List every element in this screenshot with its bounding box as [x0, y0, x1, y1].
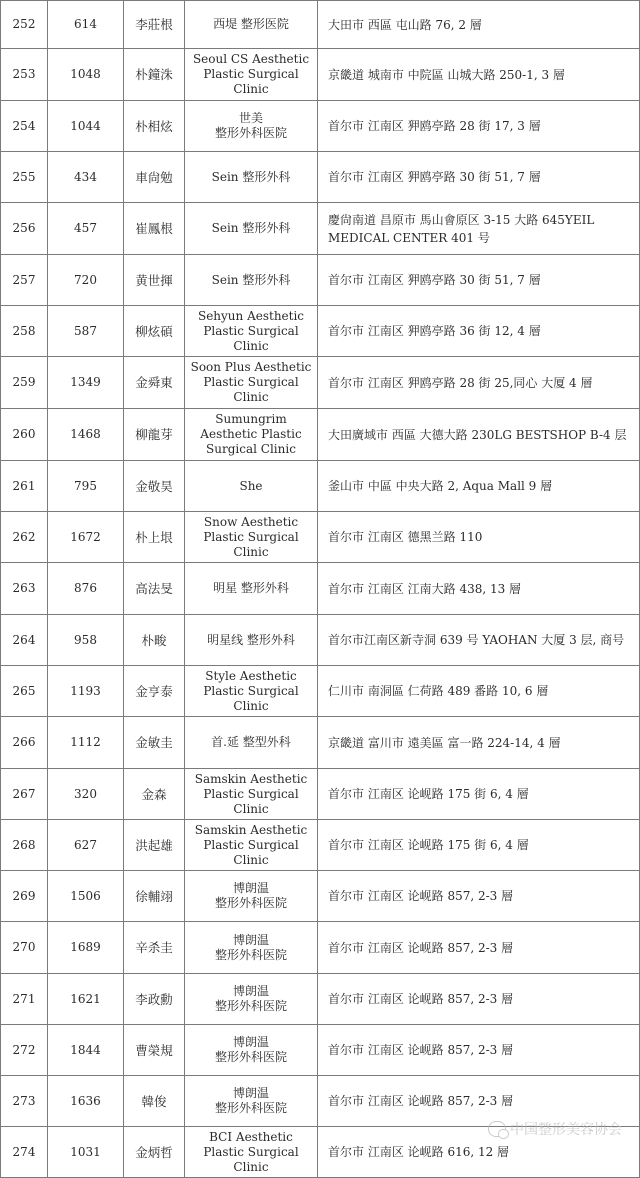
clinic-name-line: 首.延 整型外科 — [211, 735, 291, 749]
doctor-name: 韓俊 — [124, 1076, 185, 1127]
clinic-name — [185, 152, 318, 203]
member-id: 627 — [48, 820, 124, 871]
clinic-name-line: 明星线 整形外科 — [207, 632, 295, 647]
table-row — [1, 871, 640, 922]
member-id: 1689 — [48, 922, 124, 974]
clinic-name-line: Plastic Surgical — [203, 67, 299, 81]
clinic-name — [185, 666, 318, 717]
clinic-name-line: Plastic Surgical — [203, 323, 299, 338]
clinic-name — [185, 563, 318, 615]
member-id: 720 — [48, 255, 124, 306]
table-row — [1, 769, 640, 820]
table-row — [1, 461, 640, 512]
clinic-address: 首尔市 江南区 狎鸥亭路 30 街 51, 7 層 — [318, 255, 640, 306]
clinic-name-line: 西堤 整形医院 — [213, 17, 289, 31]
row-number: 267 — [1, 769, 48, 820]
clinic-address: 釜山市 中區 中央大路 2, Aqua Mall 9 層 — [318, 461, 640, 512]
table-row — [1, 409, 640, 461]
clinic-address: 首尔市江南区新寺洞 639 号 YAOHAN 大厦 3 层, 商号 — [318, 615, 640, 666]
clinic-name-line: Samskin Aesthetic — [194, 771, 308, 786]
member-id: 1844 — [48, 1025, 124, 1076]
row-number: 257 — [1, 255, 48, 306]
clinic-name-line: Samskin Aesthetic — [194, 822, 308, 837]
doctor-name: 朴鐘洙 — [124, 49, 185, 101]
member-id: 1112 — [48, 717, 124, 769]
member-id: 1636 — [48, 1076, 124, 1127]
clinic-name — [185, 820, 318, 871]
clinic-name-line: 博朗温 — [232, 1035, 269, 1049]
watermark-text: 中国整形美容协会 — [510, 1122, 622, 1138]
row-number: 263 — [1, 563, 48, 615]
doctor-name: 柳炫碩 — [124, 306, 185, 357]
clinic-name-line: Clinic — [233, 698, 269, 713]
clinic-address: 京畿道 城南市 中院區 山城大路 250-1, 3 層 — [318, 49, 640, 101]
table-row — [1, 717, 640, 769]
member-id: 320 — [48, 769, 124, 820]
clinic-address: 首尔市 江南区 论岘路 857, 2-3 層 — [318, 1076, 640, 1127]
row-number: 255 — [1, 152, 48, 203]
row-number: 253 — [1, 49, 48, 101]
member-id: 457 — [48, 203, 124, 255]
clinic-name — [185, 306, 318, 357]
clinic-name-line: Sein 整形外科 — [211, 221, 291, 235]
row-number: 252 — [1, 1, 48, 49]
doctor-name: 崔鳳根 — [124, 203, 185, 255]
row-number: 265 — [1, 666, 48, 717]
clinic-name-line: 明星 整形外科 — [213, 581, 289, 595]
clinic-name-line: 世美 — [238, 111, 263, 125]
table-row — [1, 563, 640, 615]
table-row — [1, 306, 640, 357]
doctor-name: 柳龍芽 — [124, 409, 185, 461]
clinic-name — [185, 769, 318, 820]
clinic-name-line: 整形外科医院 — [214, 947, 287, 962]
doctor-name: 辛杀圭 — [124, 922, 185, 974]
member-id: 1506 — [48, 871, 124, 922]
member-id: 1468 — [48, 409, 124, 461]
doctor-name: 金敬昊 — [124, 461, 185, 512]
clinic-name-line: BCI Aesthetic — [209, 1129, 293, 1144]
doctor-name: 徐輔翊 — [124, 871, 185, 922]
clinic-name-line: Aesthetic Plastic — [200, 427, 302, 441]
clinic-name-line: Soon Plus Aesthetic — [190, 360, 312, 374]
clinic-address: 首尔市 江南区 论岘路 857, 2-3 層 — [318, 1025, 640, 1076]
table-row — [1, 101, 640, 152]
row-number: 269 — [1, 871, 48, 922]
row-number: 271 — [1, 974, 48, 1025]
clinic-name — [185, 615, 318, 666]
row-number: 266 — [1, 717, 48, 769]
table-row — [1, 1, 640, 49]
member-id: 1193 — [48, 666, 124, 717]
table-row — [1, 357, 640, 409]
clinic-address: 首尔市 江南区 论岘路 175 街 6, 4 層 — [318, 769, 640, 820]
member-id: 1672 — [48, 512, 124, 563]
clinic-address: 大田廣域市 西區 大德大路 230LG BESTSHOP B-4 层 — [318, 409, 640, 461]
member-id: 795 — [48, 461, 124, 512]
clinic-name-line: Clinic — [233, 852, 269, 867]
doctor-name: 金舜東 — [124, 357, 185, 409]
clinic-address: 首尔市 江南区 论岘路 175 街 6, 4 層 — [318, 820, 640, 871]
doctor-name: 金森 — [124, 769, 185, 820]
row-number: 260 — [1, 409, 48, 461]
clinic-name-line: Clinic — [233, 544, 269, 559]
table-row — [1, 820, 640, 871]
row-number: 256 — [1, 203, 48, 255]
clinic-name-line: 整形外科医院 — [214, 896, 287, 910]
clinic-address: 首尔市 江南区 狎鸥亭路 30 街 51, 7 層 — [318, 152, 640, 203]
clinic-name — [185, 255, 318, 306]
clinic-name-line: 博朗温 — [232, 1086, 269, 1100]
doctor-name: 李莊根 — [124, 1, 185, 49]
doctor-name: 黄世揮 — [124, 255, 185, 306]
member-id: 876 — [48, 563, 124, 615]
clinic-name-line: Surgical Clinic — [206, 442, 296, 456]
clinic-name-line: Plastic Surgical — [203, 375, 299, 389]
doctor-name: 朴畯 — [124, 615, 185, 666]
clinic-name — [185, 357, 318, 409]
clinic-name-line: 整形外科医院 — [214, 126, 287, 140]
clinic-address: 首尔市 江南区 论岘路 616, 12 層 — [318, 1127, 640, 1178]
member-id: 958 — [48, 615, 124, 666]
clinic-address: 首尔市 江南区 狎鸥亭路 36 街 12, 4 層 — [318, 306, 640, 357]
row-number: 274 — [1, 1127, 48, 1178]
row-number: 259 — [1, 357, 48, 409]
table-row — [1, 255, 640, 306]
clinic-name-line: Snow Aesthetic — [203, 514, 299, 529]
table-row — [1, 615, 640, 666]
clinic-name — [185, 461, 318, 512]
row-number: 262 — [1, 512, 48, 563]
clinic-name — [185, 1127, 318, 1178]
doctor-name: 曹榮規 — [124, 1025, 185, 1076]
clinic-name-line: Sumungrim — [215, 412, 287, 426]
clinic-name — [185, 512, 318, 563]
clinic-name-line: Plastic Surgical — [203, 529, 299, 544]
clinic-name-line: Seoul CS Aesthetic — [192, 52, 310, 66]
row-number: 268 — [1, 820, 48, 871]
clinic-name-line: Sehyun Aesthetic — [197, 308, 305, 323]
doctor-name: 高法旻 — [124, 563, 185, 615]
clinic-name-line: Plastic Surgical — [203, 1144, 299, 1159]
doctor-name: 朴上垠 — [124, 512, 185, 563]
clinic-name-line: 整形外科医院 — [214, 1050, 287, 1064]
clinic-name-line: Sein 整形外科 — [211, 272, 291, 287]
doctor-name: 朴相炫 — [124, 101, 185, 152]
clinic-address: 首尔市 江南区 狎鸥亭路 28 街 25,同心 大厦 4 層 — [318, 357, 640, 409]
clinic-name-line: Plastic Surgical — [203, 837, 299, 852]
table-row — [1, 203, 640, 255]
doctor-name: 金炳哲 — [124, 1127, 185, 1178]
clinic-name-line: Clinic — [233, 338, 269, 353]
row-number: 272 — [1, 1025, 48, 1076]
row-number: 258 — [1, 306, 48, 357]
clinic-name-line: Sein 整形外科 — [211, 169, 291, 184]
clinic-address: 首尔市 江南区 德黑兰路 110 — [318, 512, 640, 563]
table-row — [1, 49, 640, 101]
clinic-name — [185, 409, 318, 461]
table-row — [1, 974, 640, 1025]
wechat-icon — [488, 1121, 506, 1137]
clinic-name-line: Style Aesthetic — [205, 668, 297, 683]
clinic-address: 仁川市 南洞區 仁荷路 489 番路 10, 6 層 — [318, 666, 640, 717]
clinic-name-line: Clinic — [233, 82, 269, 96]
clinic-name — [185, 871, 318, 922]
clinic-name-line: Clinic — [233, 390, 269, 404]
clinic-name — [185, 922, 318, 974]
row-number: 270 — [1, 922, 48, 974]
table-row — [1, 1025, 640, 1076]
clinic-address: 首尔市 江南区 论岘路 857, 2-3 層 — [318, 922, 640, 974]
table-row — [1, 922, 640, 974]
table-body — [1, 1, 640, 1178]
member-id: 1349 — [48, 357, 124, 409]
clinic-name-line: 博朗温 — [232, 881, 269, 895]
doctor-name: 金亨泰 — [124, 666, 185, 717]
doctor-name: 李政勳 — [124, 974, 185, 1025]
clinic-name — [185, 1, 318, 49]
clinic-name-line: 博朗温 — [232, 984, 269, 998]
clinic-name-line: 博朗温 — [232, 932, 269, 947]
clinic-address: 大田市 西區 屯山路 76, 2 層 — [318, 1, 640, 49]
doctor-name: 金敏圭 — [124, 717, 185, 769]
doctor-name: 洪起雄 — [124, 820, 185, 871]
clinic-name — [185, 1025, 318, 1076]
clinic-name — [185, 101, 318, 152]
doctor-name: 車尙勉 — [124, 152, 185, 203]
row-number: 261 — [1, 461, 48, 512]
clinic-name-line: Clinic — [233, 801, 269, 816]
clinic-name-line: Plastic Surgical — [203, 683, 299, 698]
member-id: 1048 — [48, 49, 124, 101]
clinic-name — [185, 203, 318, 255]
row-number: 264 — [1, 615, 48, 666]
clinic-name — [185, 1076, 318, 1127]
clinic-name-line: 整形外科医院 — [214, 1101, 287, 1115]
clinic-name — [185, 974, 318, 1025]
member-id: 614 — [48, 1, 124, 49]
member-id: 434 — [48, 152, 124, 203]
clinic-address: 首尔市 江南区 论岘路 857, 2-3 層 — [318, 974, 640, 1025]
table-row — [1, 512, 640, 563]
member-id: 1044 — [48, 101, 124, 152]
clinic-name-line: Plastic Surgical — [203, 786, 299, 801]
clinic-address: 首尔市 江南区 狎鸥亭路 28 街 17, 3 層 — [318, 101, 640, 152]
clinic-name — [185, 717, 318, 769]
row-number: 273 — [1, 1076, 48, 1127]
clinic-address: 京畿道 富川市 遠美區 富一路 224-14, 4 層 — [318, 717, 640, 769]
table-row — [1, 666, 640, 717]
clinic-name-line: 整形外科医院 — [214, 999, 287, 1013]
member-id: 587 — [48, 306, 124, 357]
clinic-address: 慶尙南道 昌原市 馬山會原区 3-15 大路 645YEIL MEDICAL CENTER 401 号 — [318, 203, 640, 255]
clinic-name-line: She — [239, 478, 263, 493]
clinic-name — [185, 49, 318, 101]
watermark — [488, 1119, 622, 1139]
clinic-address: 首尔市 江南区 论岘路 857, 2-3 層 — [318, 871, 640, 922]
member-id: 1621 — [48, 974, 124, 1025]
table-row — [1, 152, 640, 203]
clinic-address: 首尔市 江南区 江南大路 438, 13 層 — [318, 563, 640, 615]
row-number: 254 — [1, 101, 48, 152]
member-id: 1031 — [48, 1127, 124, 1178]
clinic-name-line: Clinic — [233, 1159, 269, 1174]
